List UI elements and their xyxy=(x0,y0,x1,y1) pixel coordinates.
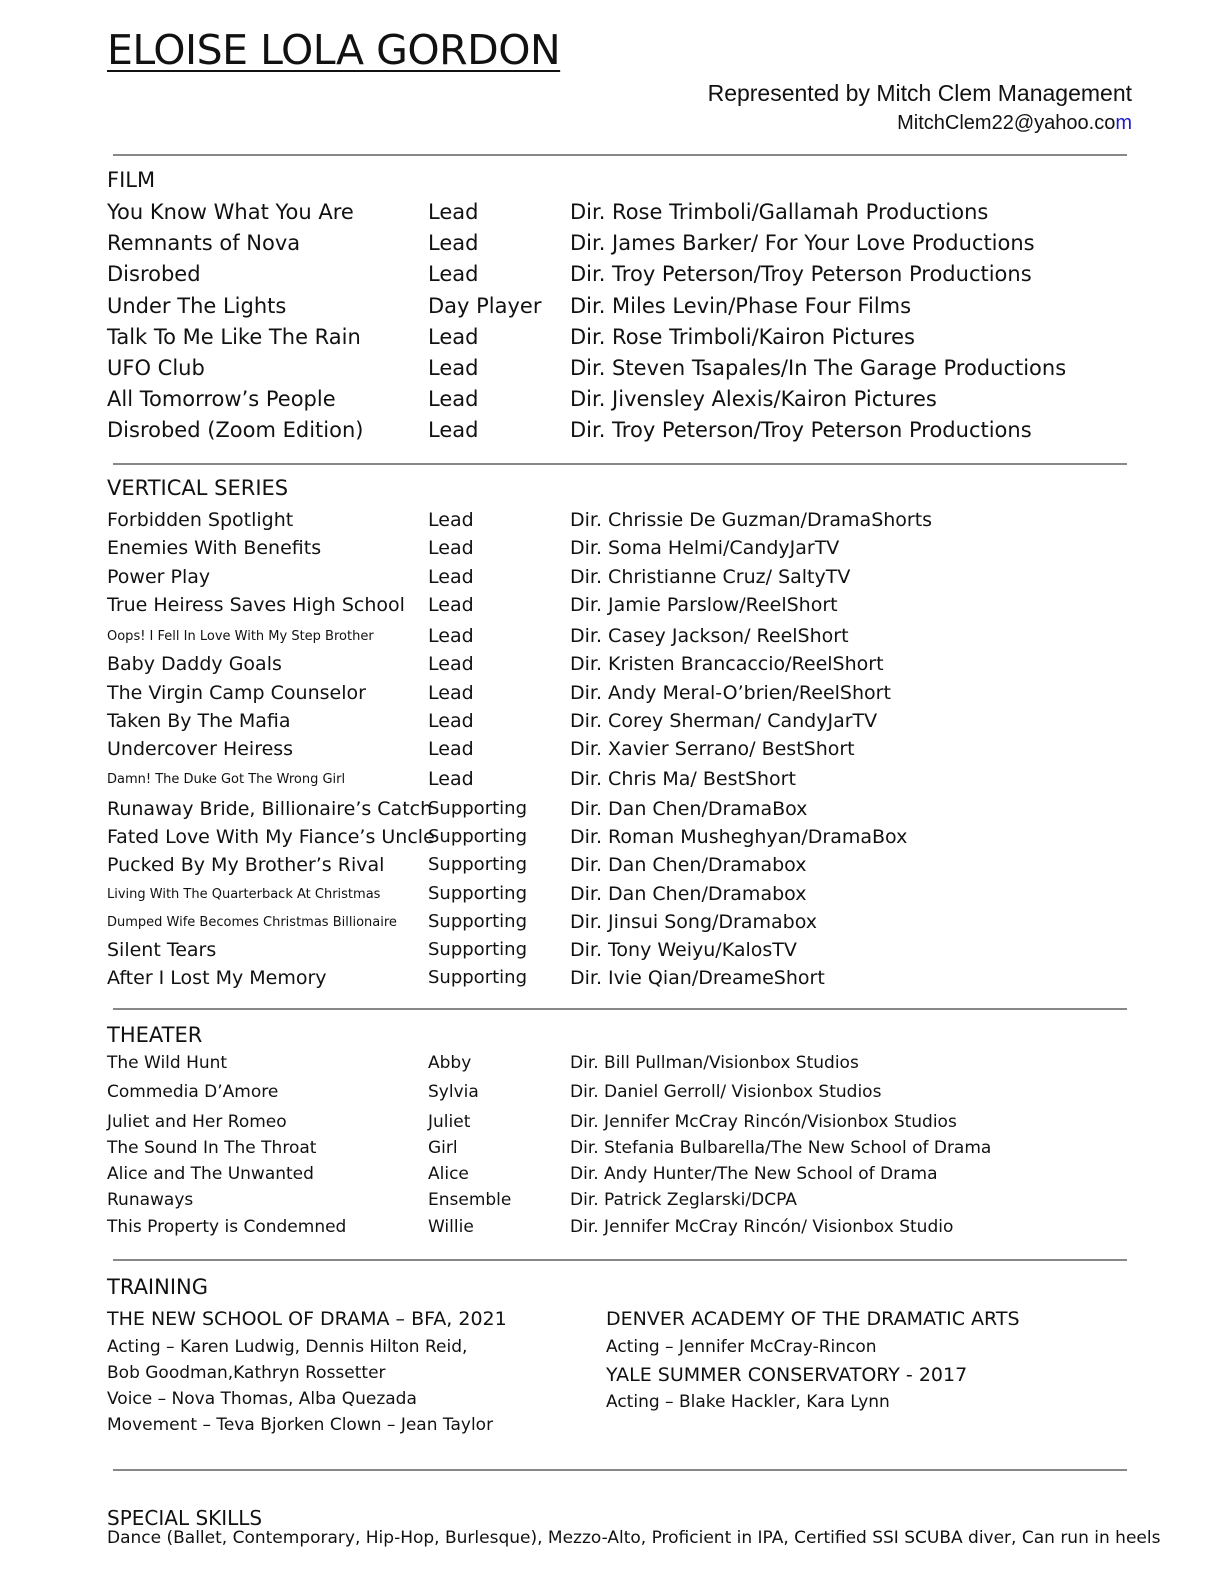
credit-role: Supporting xyxy=(428,883,527,905)
credit-director: Dir. Jamie Parslow/ReelShort xyxy=(570,593,838,616)
credit-director: Dir. Steven Tsapales/In The Garage Productions xyxy=(570,356,1067,381)
training-detail: Bob Goodman,Kathryn Rossetter xyxy=(107,1362,386,1383)
divider xyxy=(113,1259,1127,1261)
credit-role: Lead xyxy=(428,387,479,412)
credit-director: Dir. Corey Sherman/ CandyJarTV xyxy=(570,709,878,732)
credit-director: Dir. Jivensley Alexis/Kairon Pictures xyxy=(570,387,937,412)
credit-director: Dir. Christianne Cruz/ SaltyTV xyxy=(570,565,851,588)
credit-title: Enemies With Benefits xyxy=(107,536,322,559)
credit-director: Dir. Rose Trimboli/Kairon Pictures xyxy=(570,325,915,350)
credit-title: This Property is Condemned xyxy=(107,1216,347,1237)
credit-title: Forbidden Spotlight xyxy=(107,508,294,531)
credit-director: Dir. Andy Meral-O’brien/ReelShort xyxy=(570,681,891,704)
credit-director: Dir. Jinsui Song/Dramabox xyxy=(570,910,818,933)
divider xyxy=(113,154,1127,156)
divider xyxy=(113,1008,1127,1010)
credit-role: Abby xyxy=(428,1052,472,1073)
credit-director: Dir. Dan Chen/Dramabox xyxy=(570,853,807,876)
actor-name: ELOISE LOLA GORDON xyxy=(107,26,561,74)
credit-title: Fated Love With My Fiance’s Uncle xyxy=(107,825,435,848)
credit-title: Disrobed xyxy=(107,262,201,287)
credit-director: Dir. Soma Helmi/CandyJarTV xyxy=(570,536,840,559)
credit-director: Dir. Kristen Brancaccio/ReelShort xyxy=(570,652,884,675)
credit-title: Taken By The Mafia xyxy=(107,709,291,732)
credit-title: Damn! The Duke Got The Wrong Girl xyxy=(107,771,346,787)
credit-role: Willie xyxy=(428,1216,474,1237)
credit-role: Supporting xyxy=(428,854,527,876)
credit-director: Dir. James Barker/ For Your Love Productions xyxy=(570,231,1035,256)
credit-director: Dir. Ivie Qian/DreameShort xyxy=(570,966,825,989)
credit-title: Silent Tears xyxy=(107,938,217,961)
credit-role: Lead xyxy=(428,356,479,381)
credit-role: Lead xyxy=(428,565,474,588)
training-detail: Movement – Teva Bjorken Clown – Jean Taylor xyxy=(107,1414,494,1435)
credit-title: Remnants of Nova xyxy=(107,231,301,256)
credit-title: Oops! I Fell In Love With My Step Brother xyxy=(107,628,374,644)
section-heading-theater: THEATER xyxy=(107,1023,203,1047)
credit-title: Talk To Me Like The Rain xyxy=(107,325,361,350)
credit-title: Living With The Quarterback At Christmas xyxy=(107,886,381,902)
credit-title: UFO Club xyxy=(107,356,205,381)
credit-director: Dir. Chris Ma/ BestShort xyxy=(570,767,796,790)
credit-role: Supporting xyxy=(428,798,527,820)
credit-role: Lead xyxy=(428,593,474,616)
agent-email[interactable] xyxy=(897,113,1132,133)
representation: Represented by Mitch Clem Management xyxy=(707,80,1132,106)
credit-director: Dir. Tony Weiyu/KalosTV xyxy=(570,938,797,961)
training-school: THE NEW SCHOOL OF DRAMA – BFA, 2021 xyxy=(107,1307,507,1330)
section-heading-special-skills: SPECIAL SKILLS xyxy=(107,1506,263,1530)
credit-role: Girl xyxy=(428,1137,458,1158)
credit-director: Dir. Bill Pullman/Visionbox Studios xyxy=(570,1052,859,1073)
credit-role: Lead xyxy=(428,231,479,256)
credit-title: Power Play xyxy=(107,565,211,588)
credit-role: Supporting xyxy=(428,939,527,961)
special-skills-text: Dance (Ballet, Contemporary, Hip-Hop, Burlesque), Mezzo-Alto, Proficient in IPA, Certified SSI SCUBA diver, Can run in heels xyxy=(107,1528,1161,1548)
credit-title: True Heiress Saves High School xyxy=(107,593,405,616)
credit-role: Supporting xyxy=(428,911,527,933)
credit-director: Dir. Dan Chen/DramaBox xyxy=(570,797,808,820)
credit-role: Lead xyxy=(428,767,474,790)
credit-title: Alice and The Unwanted xyxy=(107,1163,314,1184)
credit-title: The Wild Hunt xyxy=(107,1052,228,1073)
credit-title: Dumped Wife Becomes Christmas Billionaire xyxy=(107,914,397,930)
credit-title: After I Lost My Memory xyxy=(107,966,327,989)
section-heading-vertical-series: VERTICAL SERIES xyxy=(107,476,289,500)
credit-title: Undercover Heiress xyxy=(107,737,294,760)
training-detail: Acting – Blake Hackler, Kara Lynn xyxy=(606,1391,890,1412)
credit-director: Dir. Rose Trimboli/Gallamah Productions xyxy=(570,200,989,225)
credit-role: Lead xyxy=(428,325,479,350)
credit-role: Lead xyxy=(428,681,474,704)
credit-title: Juliet and Her Romeo xyxy=(107,1111,287,1132)
credit-director: Dir. Andy Hunter/The New School of Drama xyxy=(570,1163,938,1184)
credit-role: Lead xyxy=(428,418,479,443)
credit-role: Day Player xyxy=(428,294,542,319)
section-heading-training: TRAINING xyxy=(107,1275,209,1299)
credit-director: Dir. Miles Levin/Phase Four Films xyxy=(570,294,912,319)
credit-role: Supporting xyxy=(428,826,527,848)
credit-role: Juliet xyxy=(428,1111,471,1132)
credit-role: Lead xyxy=(428,652,474,675)
credit-director: Dir. Casey Jackson/ ReelShort xyxy=(570,624,849,647)
section-heading-film: FILM xyxy=(107,168,156,192)
credit-director: Dir. Jennifer McCray Rincón/Visionbox Studios xyxy=(570,1111,957,1132)
credit-role: Alice xyxy=(428,1163,469,1184)
credit-director: Dir. Troy Peterson/Troy Peterson Productions xyxy=(570,262,1032,287)
credit-role: Lead xyxy=(428,200,479,225)
credit-title: All Tomorrow’s People xyxy=(107,387,336,412)
credit-director: Dir. Daniel Gerroll/ Visionbox Studios xyxy=(570,1081,882,1102)
credit-director: Dir. Xavier Serrano/ BestShort xyxy=(570,737,855,760)
credit-title: Commedia D’Amore xyxy=(107,1081,279,1102)
credit-title: Disrobed (Zoom Edition) xyxy=(107,418,364,443)
email-text-end: m xyxy=(1115,112,1132,134)
credit-title: Baby Daddy Goals xyxy=(107,652,282,675)
credit-director: Dir. Jennifer McCray Rincón/ Visionbox Studio xyxy=(570,1216,954,1237)
training-detail: Acting – Jennifer McCray-Rincon xyxy=(606,1336,877,1357)
credit-role: Lead xyxy=(428,624,474,647)
credit-director: Dir. Dan Chen/Dramabox xyxy=(570,882,807,905)
credit-role: Lead xyxy=(428,737,474,760)
credit-director: Dir. Roman Musheghyan/DramaBox xyxy=(570,825,908,848)
divider xyxy=(113,463,1127,465)
credit-role: Ensemble xyxy=(428,1189,512,1210)
credit-role: Supporting xyxy=(428,967,527,989)
credit-title: Runaways xyxy=(107,1189,194,1210)
credit-role: Sylvia xyxy=(428,1081,479,1102)
training-school: DENVER ACADEMY OF THE DRAMATIC ARTS xyxy=(606,1307,1020,1330)
credit-director: Dir. Chrissie De Guzman/DramaShorts xyxy=(570,508,933,531)
credit-title: You Know What You Are xyxy=(107,200,354,225)
credit-director: Dir. Patrick Zeglarski/DCPA xyxy=(570,1189,797,1210)
credit-role: Lead xyxy=(428,508,474,531)
credit-role: Lead xyxy=(428,709,474,732)
training-detail: Voice – Nova Thomas, Alba Quezada xyxy=(107,1388,417,1409)
credit-title: Under The Lights xyxy=(107,294,287,319)
credit-title: Runaway Bride, Billionaire’s Catch xyxy=(107,797,433,820)
credit-role: Lead xyxy=(428,536,474,559)
credit-title: The Virgin Camp Counselor xyxy=(107,681,366,704)
email-text: MitchClem22@yahoo.co xyxy=(897,112,1116,134)
credit-title: Pucked By My Brother’s Rival xyxy=(107,853,385,876)
credit-director: Dir. Troy Peterson/Troy Peterson Productions xyxy=(570,418,1032,443)
training-detail: Acting – Karen Ludwig, Dennis Hilton Reid, xyxy=(107,1336,468,1357)
credit-title: The Sound In The Throat xyxy=(107,1137,317,1158)
credit-role: Lead xyxy=(428,262,479,287)
credit-director: Dir. Stefania Bulbarella/The New School of Drama xyxy=(570,1137,992,1158)
training-school: YALE SUMMER CONSERVATORY - 2017 xyxy=(606,1363,968,1386)
divider xyxy=(113,1469,1127,1471)
